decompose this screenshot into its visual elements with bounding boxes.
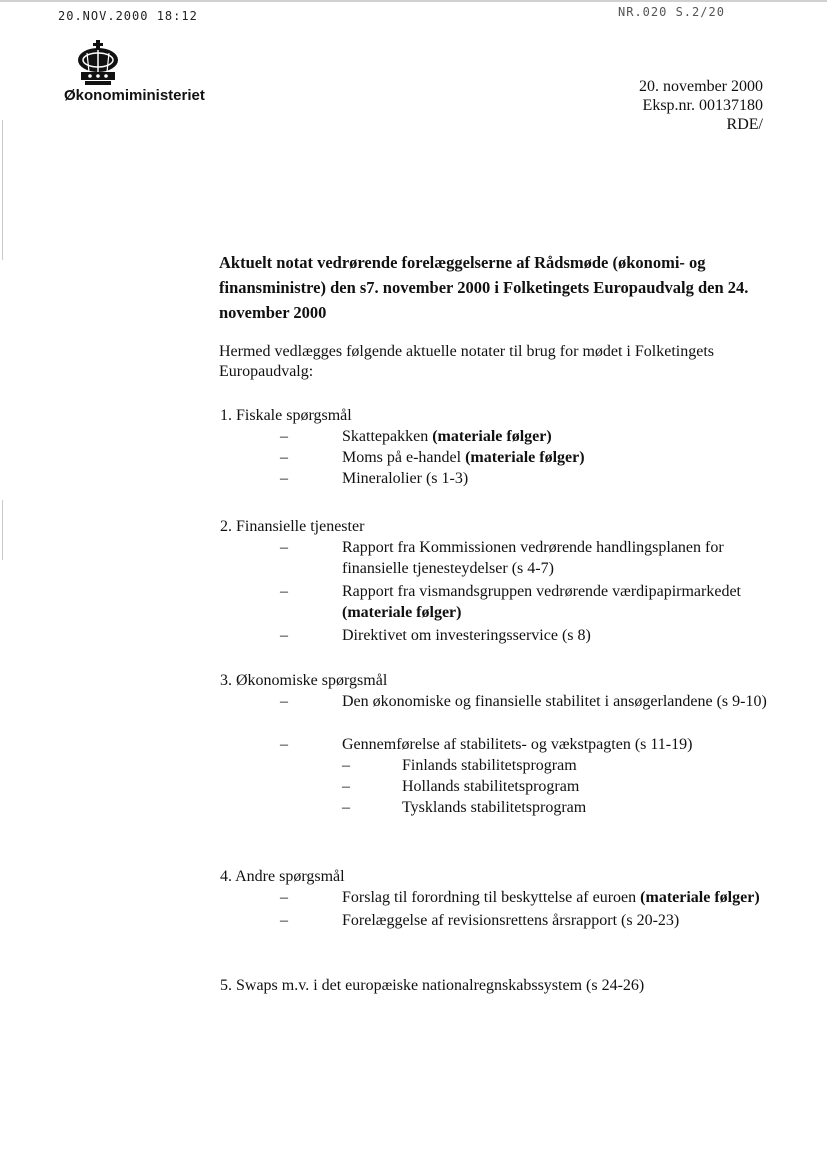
ministry-name: Økonomiministeriet <box>64 87 205 104</box>
list-item: – Direktivet om investeringsservice (s 8) <box>280 627 591 644</box>
document-title: Aktuelt notat vedrørende forelæggelserne af Rådsmøde (økonomi- og finansministre) den s7. november 2000 i Folketingets Europaudvalg den 24. november 2000 <box>219 253 749 322</box>
section-4 <box>220 866 790 931</box>
list-item: – Forslag til forordning til beskyttelse af euroen (materiale følger) <box>280 889 760 906</box>
crown-logo-icon <box>75 40 121 86</box>
section-heading: 4. Andre spørgsmål <box>220 868 345 885</box>
list-item: – Skattepakken (materiale følger) <box>280 428 552 445</box>
fax-timestamp: 20.NOV.2000 18:12 <box>58 9 198 23</box>
intro-paragraph: Hermed vedlægges følgende aktuelle notater til brug for mødet i Folketingets Europaudvalg: <box>219 343 714 380</box>
sub-list-item: – Tysklands stabilitetsprogram <box>342 799 587 816</box>
list-item: – Forelæggelse af revisionsrettens årsrapport (s 20-23) <box>280 912 680 929</box>
sub-list-item: – Hollands stabilitetsprogram <box>342 778 580 795</box>
list-item: – Rapport fra Kommissionen vedrørende handlingsplanen for finansielle tjenesteydelser (s 4-7) <box>280 539 724 577</box>
list-item: – Den økonomiske og finansielle stabilitet i ansøgerlandene (s 9-10) <box>280 693 767 710</box>
section-heading: 2. Finansielle tjenester <box>220 518 365 535</box>
document-date: 20. november 2000 <box>639 78 763 95</box>
section-heading: 1. Fiskale spørgsmål <box>220 407 352 424</box>
fax-top-line <box>0 0 827 2</box>
list-item: – Rapport fra vismandsgruppen vedrørende værdipapirmarkedet (materiale følger) <box>280 583 741 621</box>
section-heading: 3. Økonomiske spørgsmål <box>220 672 388 689</box>
list-item: – Gennemførelse af stabilitets- og vækstpagten (s 11-19) <box>280 736 693 753</box>
scan-edge-mark <box>2 120 3 260</box>
document-initials: RDE/ <box>726 116 763 133</box>
section-3 <box>220 670 790 818</box>
section-5 <box>220 975 790 996</box>
fax-page-number: NR.020 S.2/20 <box>618 5 725 19</box>
document-meta <box>639 77 763 134</box>
sub-list-item: – Finlands stabilitetsprogram <box>342 757 577 774</box>
section-2 <box>220 516 790 646</box>
section-1 <box>220 405 790 489</box>
list-item: – Moms på e-handel (materiale følger) <box>280 449 585 466</box>
section-heading: 5. Swaps m.v. i det europæiske nationalregnskabssystem (s 24-26) <box>220 977 645 994</box>
fax-header <box>58 5 758 25</box>
list-item: – Mineralolier (s 1-3) <box>280 470 469 487</box>
scan-edge-mark <box>2 500 3 560</box>
document-reference: Eksp.nr. 00137180 <box>642 97 763 114</box>
